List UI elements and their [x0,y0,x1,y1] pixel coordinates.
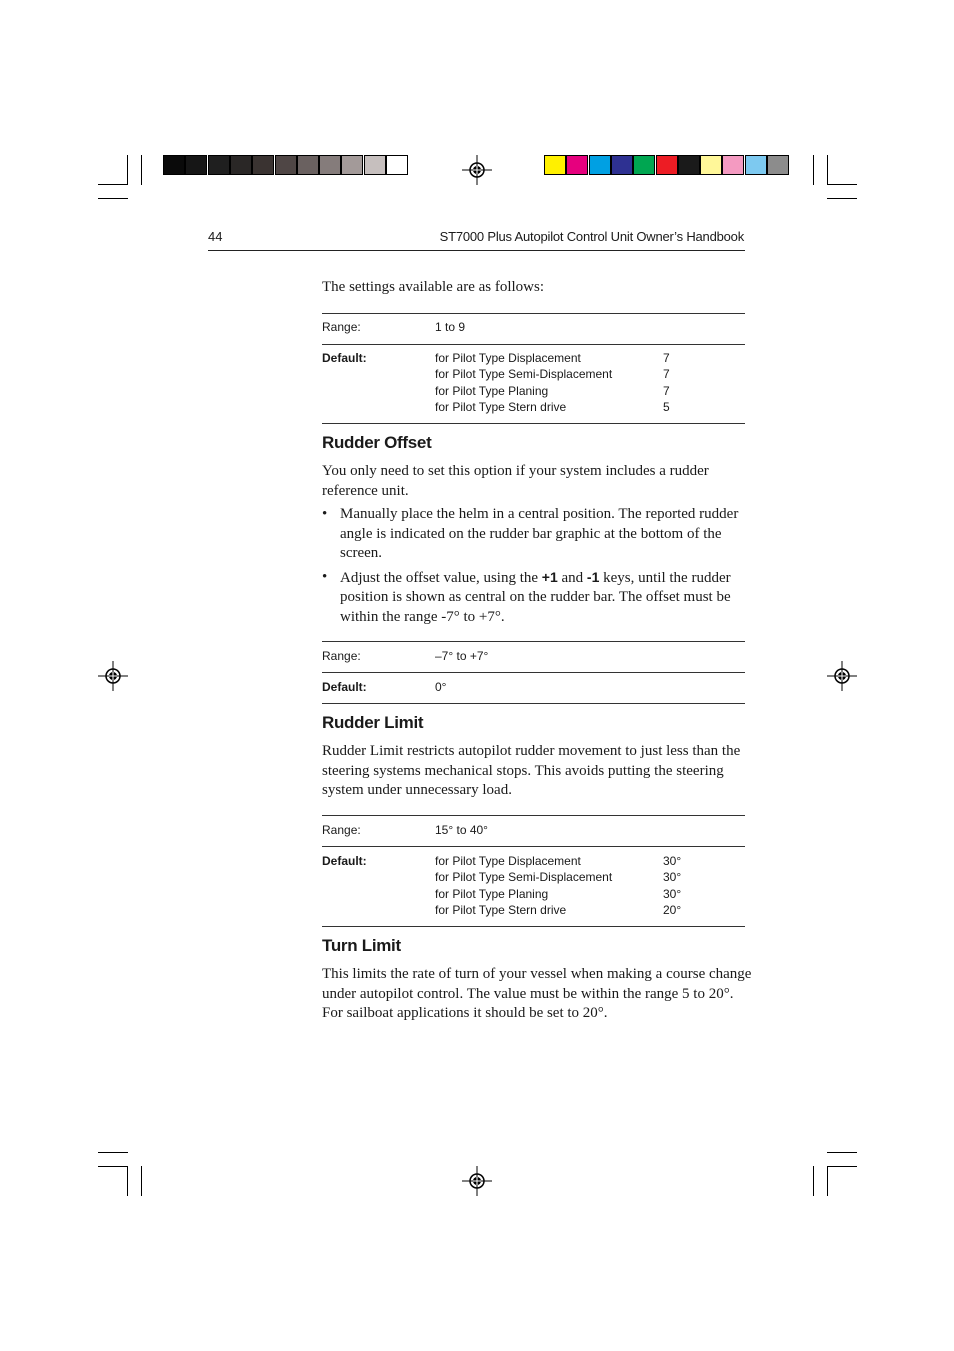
table-row-value: 7 [663,351,670,365]
table-row: for Pilot Type Stern drive [435,399,567,414]
color-swatch [767,155,789,175]
table-row: for Pilot Type Semi-Displacement [435,367,613,382]
rudder-offset-steps [322,505,742,631]
color-swatch [163,155,185,175]
list-item: • Manually place the helm in a central position. The reported rudder angle is indicated on the rudder bar graphic at the bottom of the screen. [322,506,739,561]
page-number: 44 [208,229,223,244]
color-swatch [230,155,252,175]
color-swatch [319,155,341,175]
table-row-value: 30° [663,886,682,901]
table-row-value: 30° [663,854,682,868]
rudder-offset-intro: You only need to set this option if your system includes a rudder reference unit. [322,463,709,499]
color-swatch [611,155,633,175]
section-heading-rudder-limit: Rudder Limit [322,713,424,732]
color-swatch [252,155,274,175]
default-label: Default: [322,854,367,868]
section-heading-rudder-offset: Rudder Offset [322,433,432,452]
color-swatch [208,155,230,175]
bullet-icon: • [322,506,328,522]
table-row-value: 5 [663,399,670,414]
section-heading-turn-limit: Turn Limit [322,936,401,955]
bullet-icon: • [322,568,328,585]
range-label: Range: [322,320,361,334]
default-label: Default: [322,680,367,694]
table-row: for Pilot Type Planing [435,383,549,398]
table-row-value: 7 [663,383,670,398]
table-row-value: 30° [663,870,682,885]
minus-one-key-label: -1 [586,568,600,585]
color-swatch [700,155,722,175]
registration-mark-icon [98,661,128,691]
table-row: for Pilot Type Semi-Displacement [435,870,613,885]
color-swatch [297,155,319,175]
header-rule [208,250,745,251]
range-value: 15° to 40° [435,823,488,837]
table-row: for Pilot Type Displacement [435,351,581,365]
color-swatch [633,155,655,175]
range-value: –7° to +7° [435,649,489,663]
range-value: 1 to 9 [435,320,466,334]
color-swatch [722,155,744,175]
table-row: for Pilot Type Displacement [435,854,581,868]
color-swatch [566,155,588,175]
table-row-value: 7 [663,367,670,382]
color-swatch [185,155,207,175]
color-swatch [678,155,700,175]
list-item: • Adjust the offset value, using the +1 and -1 keys, until the rudder position is shown as central on the rudder bar. The offset must be within the range -7° to +7°. [322,568,731,625]
registration-mark-icon [462,155,492,185]
table-row-value: 20° [663,902,682,917]
color-swatch [544,155,566,175]
table-row: for Pilot Type Planing [435,886,549,901]
registration-mark-icon [462,1166,492,1196]
color-swatch [656,155,678,175]
settings-table-1 [322,313,745,424]
color-swatch [589,155,611,175]
running-title: ST7000 Plus Autopilot Control Unit Owner’s Handbook [439,229,744,244]
turn-limit-text: This limits the rate of turn of your vessel when making a course change under autopilot control. The value must be within the range 5 to 20°. For sailboat applications it should be set to 20°. [322,966,752,1021]
plus-one-key-label: +1 [541,568,558,585]
intro-text: The settings available are as follows: [322,279,545,295]
registration-mark-icon [827,661,857,691]
color-swatch [364,155,386,175]
color-swatch [341,155,363,175]
rudder-offset-table [322,641,745,704]
rudder-limit-table [322,815,745,927]
default-value: 0° [435,680,447,694]
color-swatch [275,155,297,175]
range-label: Range: [322,823,361,837]
color-swatch [386,155,408,175]
rudder-limit-text: Rudder Limit restricts autopilot rudder movement to just less than the steering systems mechanical stops. This avoids putting the steering system under unnecessary load. [322,743,741,798]
default-label: Default: [322,351,367,365]
table-row: for Pilot Type Stern drive [435,902,567,917]
range-label: Range: [322,649,361,663]
color-swatch [745,155,767,175]
